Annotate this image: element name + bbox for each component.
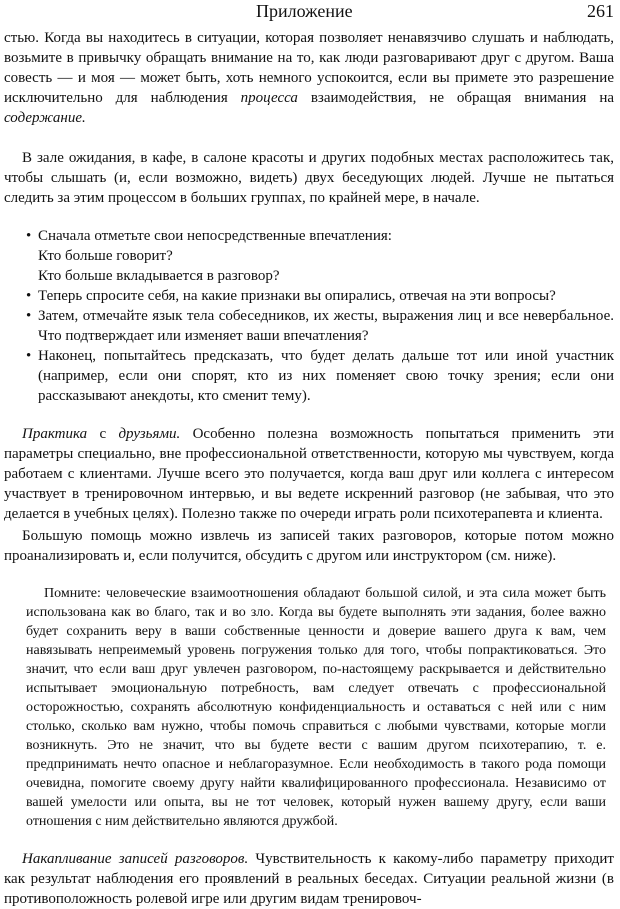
paragraph-3-italic-practice: Практика: [22, 426, 88, 442]
bullet-item-1-question-2: Кто больше вкладывается в разговор?: [38, 268, 280, 284]
paragraph-1-italic-process: процесса: [240, 90, 298, 106]
paragraph-5: [4, 849, 614, 909]
paragraph-5-text: Чувствительность к какому-либо параметру приходит как результат наблюдения его проявлений в реальных беседах. Ситуации реальной жизни (в противоположность ролевой игре или другим видам тренировоч-: [4, 851, 614, 907]
bullet-item-2: • Теперь спросите себя, на какие признаки вы опирались, отвечая на эти вопросы?: [26, 286, 614, 306]
bullet-item-3: • Затем, отмечайте язык тела собеседников, их жесты, выражения лиц и все невербальное. Что подтверждает или изменяет ваши впечатления?: [26, 306, 614, 346]
paragraph-1-text-cont: взаимодействия, не обращая внимания на: [297, 90, 614, 106]
bullet-item-1-question-1: Кто больше говорит?: [38, 248, 173, 264]
bullet-item-4: • Наконец, попытайтесь предсказать, что будет делать дальше тот или иной участник (например, если они спорят, кто из них поменяет свою точку зрения; если они рассказывают анекдоты, кто сменит тему).: [26, 346, 614, 406]
paragraph-5-italic-heading: Накапливание записей разговоров.: [22, 851, 249, 867]
paragraph-1-text: стью. Когда вы находитесь в ситуации, которая позволяет ненавязчиво слушать и наблюдать, возьмите в привычку обращать внимание на то, как люди разговаривают друг с другом. Ваша совесть — и моя — может быть, хоть немного успокоится, если вы примете это разрешение исключительно для наблюдения: [4, 30, 614, 106]
paragraph-3-text: Особенно полезна возможность попытаться применить эти параметры специально, вне профессиональной ответственности, которую мы чувствуем, когда работаем с клиентами. Лучше всего это получается, когда ваш друг или коллега с интересом участвует в тренировочном интервью, и вы ведете искренний разговор (не забывая, что это делается в учебных целях). Полезно также по очереди играть роли психотерапевта и клиента.: [4, 426, 614, 522]
bullet-item-1-text: Сначала отметьте свои непосредственные впечатления:: [38, 228, 392, 244]
paragraph-3: [4, 424, 614, 524]
paragraph-1-italic-content: содержание.: [4, 110, 86, 126]
block-quote: [4, 584, 614, 831]
paragraph-2: В зале ожидания, в кафе, в салоне красоты и других подобных местах расположитесь так, чтобы слышать (и, если возможно, видеть) двух беседующих людей. Лучше не пытаться следить за этим процессом в больших группах, по крайней мере, в начале.: [4, 150, 614, 206]
bullet-list: [4, 226, 614, 406]
paragraph-4: Большую помощь можно извлечь из записей таких разговоров, которые потом можно проанализировать и, если получится, обсудить с другом или инструктором (см. ниже).: [4, 528, 614, 564]
paragraph-3-italic-friends: друзьями.: [118, 426, 181, 442]
running-header: [0, 0, 620, 24]
bullet-item-1: [26, 226, 614, 286]
page-body: [4, 28, 614, 909]
paragraph-1: [4, 28, 614, 128]
page-number: 261: [587, 1, 614, 21]
paragraph-3-connector: с: [87, 426, 119, 442]
running-title: Приложение: [256, 1, 353, 21]
block-quote-text: Помните: человеческие взаимоотношения обладают большой силой, и эта сила может быть использована как во благо, так и во зло. Когда вы будете выполнять эти задания, более важно будет сохранить веру в ваши собственные ценности и доверие вашего друга к вам, чем навязывать непреимемый уровень погружения только для того, чтобы попрактиковаться. Это значит, что если ваш друг увлечен разговором, по-настоящему раскрывается и действительно испытывает эмоциональную потребность, вам следует отвечать с профессиональной осторожностью, сохранять абсолютную конфиденциальность и оставаться с ней или с ним столько, сколько вам нужно, чтобы помочь справиться с любыми чувствами, которые могли возникнуть. Это не значит, что вы будете вести с вашим другом психотерапию, т. е. предпринимать нечто опасное и неблагоразумное. Если необходимость в такого рода помощи очевидна, помогите своему другу найти квалифицированного профессионала. Независимо от вашей умелости или опыта, вы не тот человек, который нужен вашему другу, если ваши отношения с ним действительно являются дружбой.: [26, 586, 606, 829]
